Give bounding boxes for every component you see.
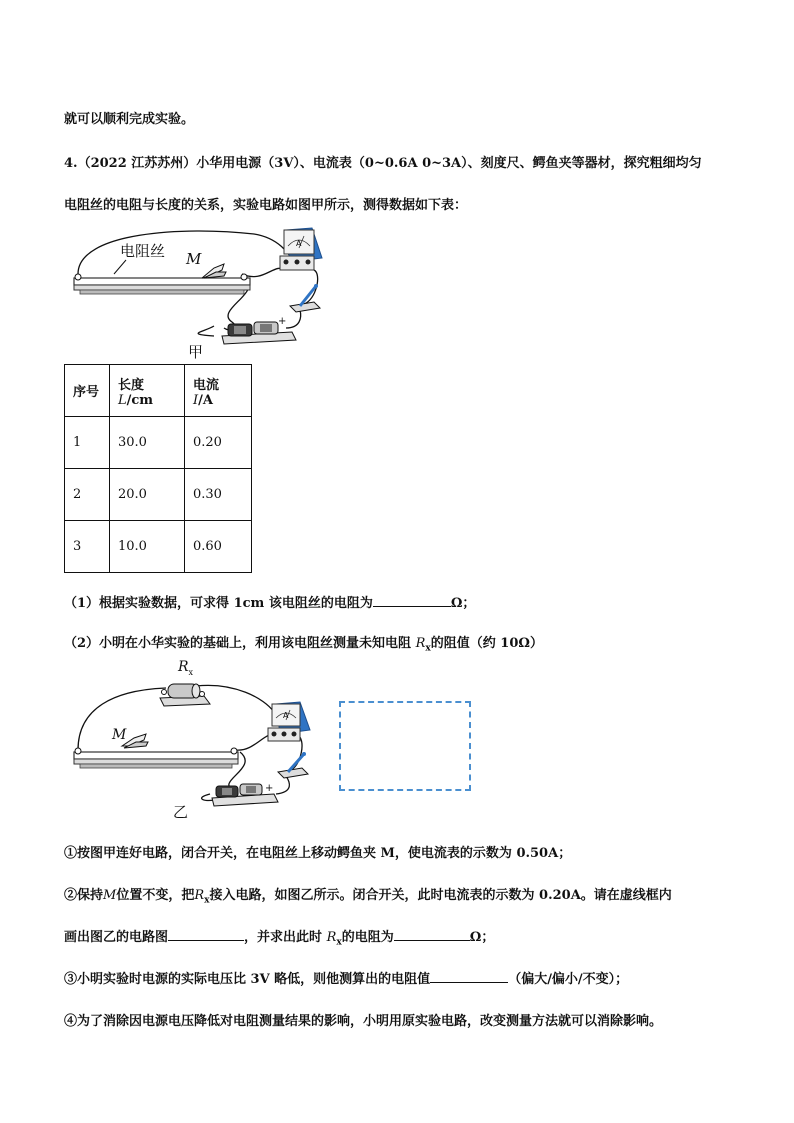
step-2: ②保持M位置不变，把$R_x$接入电路，如图乙所示。闭合开关，此时电流表的示数为 0.20A。请在虚线框内 xyxy=(64,888,672,906)
table-cell: 1 xyxy=(65,417,110,469)
table-cell: 10.0 xyxy=(110,521,185,573)
plus-mark: + xyxy=(278,316,287,327)
ammeter-icon xyxy=(280,228,322,270)
table-cell: 3 xyxy=(65,521,110,573)
table-cell: 0.60 xyxy=(185,521,252,573)
step-3: ③小明实验时电源的实际电压比 3V 略低，则他测算出的电阻值 （偏大/偏小/不变）； xyxy=(64,972,629,987)
table-row xyxy=(65,521,252,573)
sub-question-2: （2）小明在小华实验的基础上，利用该电阻丝测量未知电阻 $R_x$的阻值（约 10Ω） xyxy=(64,636,543,654)
clip-label-m: M xyxy=(186,250,202,268)
ammeter-label: A xyxy=(283,711,289,720)
step-1: ①按图甲连好电路，闭合开关，在电阻丝上移动鳄鱼夹 M，使电流表的示数为 0.50A； xyxy=(64,846,572,861)
rx-label: $R_x$ xyxy=(178,659,194,677)
circuit-drawing-box[interactable] xyxy=(339,701,471,791)
resistor-rx-icon xyxy=(160,684,210,706)
alligator-clip-icon xyxy=(202,264,226,278)
clip-label-m: M xyxy=(112,727,127,743)
table-row xyxy=(65,417,252,469)
answer-blank[interactable] xyxy=(430,970,508,983)
answer-blank[interactable] xyxy=(394,928,470,941)
question-4-intro: 4.（2022 江苏苏州）小华用电源（3V）、电流表（0~0.6A 0~3A）、刻度尺、鳄鱼夹等器材，探究粗细均匀 xyxy=(64,156,702,171)
table-cell: 0.20 xyxy=(185,417,252,469)
switch-icon xyxy=(278,752,308,778)
plus-mark: + xyxy=(265,783,274,794)
figure-caption-yi: 乙 xyxy=(173,803,189,821)
table-cell: 20.0 xyxy=(110,469,185,521)
switch-icon xyxy=(290,284,320,312)
header-cell: 电流 I/A xyxy=(185,365,252,417)
answer-blank[interactable] xyxy=(168,928,244,941)
question-4-intro-cont: 电阻丝的电阻与长度的关系，实验电路如图甲所示，测得数据如下表： xyxy=(64,198,468,213)
table-header-row xyxy=(65,365,252,417)
figure-yi-circuit xyxy=(64,658,324,808)
table-cell: 0.30 xyxy=(185,469,252,521)
sub-question-1: （1）根据实验数据，可求得 1cm 该电阻丝的电阻为 Ω； xyxy=(64,596,476,611)
figure-jia-circuit xyxy=(64,222,364,362)
table-row xyxy=(65,469,252,521)
ammeter-icon xyxy=(268,702,310,741)
table-cell: 2 xyxy=(65,469,110,521)
resistance-wire-label: 电阻丝 xyxy=(120,242,166,260)
text-line-continuation: 就可以顺利完成实验。 xyxy=(64,112,195,127)
step-2-cont: 画出图乙的电路图 ，并求出此时 $R_x$的电阻为 Ω； xyxy=(64,930,495,948)
data-table xyxy=(64,364,252,573)
step-4: ④为了消除因电源电压降低对电阻测量结果的影响，小明用原实验电路，改变测量方法就可以消除影响。 xyxy=(64,1014,663,1029)
answer-blank[interactable] xyxy=(373,594,451,607)
ammeter-label: A xyxy=(296,239,302,248)
figure-caption-jia: 甲 xyxy=(188,343,204,361)
header-cell: 长度 L/cm xyxy=(110,365,185,417)
table-cell: 30.0 xyxy=(110,417,185,469)
header-cell: 序号 xyxy=(65,365,110,417)
